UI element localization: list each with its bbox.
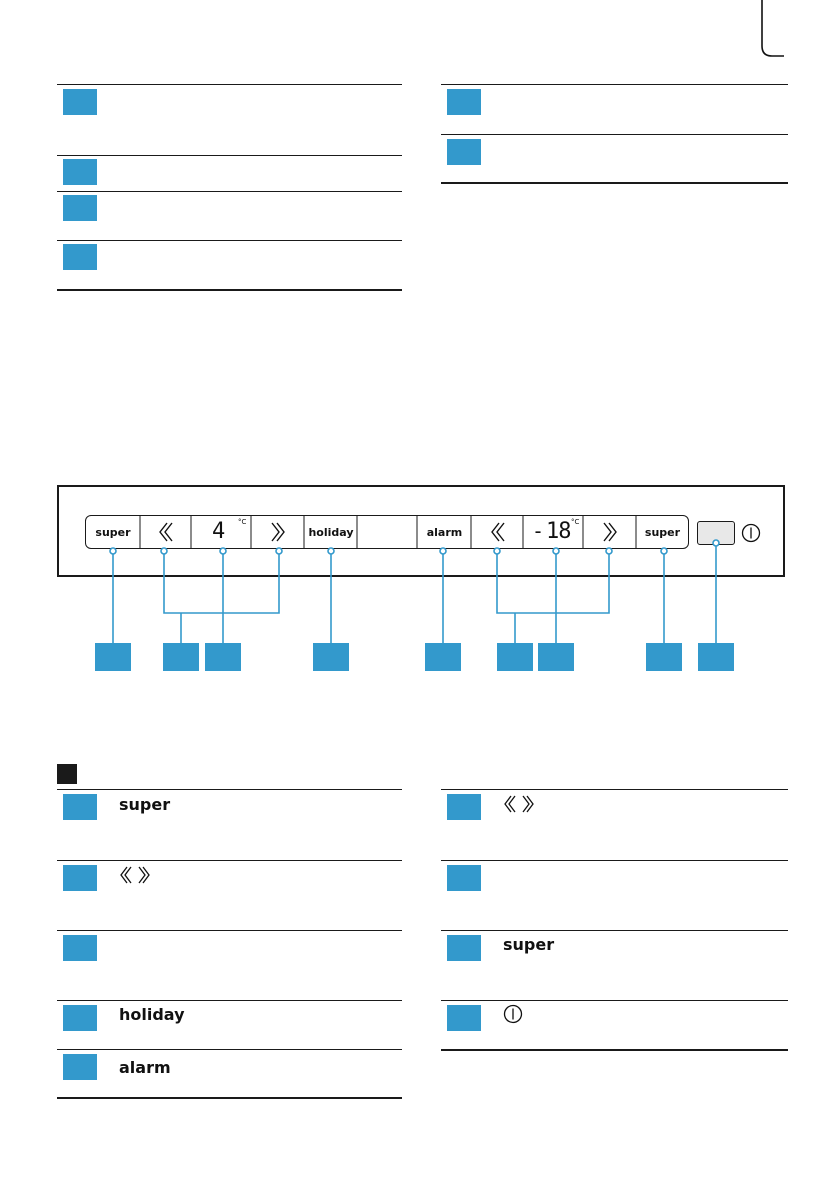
callout-box <box>646 643 682 671</box>
fridge-temp-unit: °C <box>238 518 247 526</box>
callout-square <box>63 1054 97 1080</box>
callout-square <box>447 794 481 820</box>
super-button-fridge[interactable]: super <box>95 525 131 539</box>
callout-box <box>497 643 533 671</box>
legend-label-super: super <box>119 795 171 814</box>
callout-box <box>313 643 349 671</box>
callout-square <box>63 935 97 961</box>
super-button-freezer[interactable]: super <box>644 525 681 539</box>
section-marker <box>57 764 77 784</box>
callout-box <box>163 643 199 671</box>
legend-label-super-freezer: super <box>503 935 555 954</box>
holiday-button[interactable]: holiday <box>308 525 354 539</box>
freezer-temp-minus: - <box>532 519 545 543</box>
freezer-temp-unit: °C <box>571 518 580 526</box>
alarm-button[interactable]: alarm <box>426 525 463 539</box>
power-icon <box>503 1004 523 1024</box>
callout-box <box>95 643 131 671</box>
callout-square <box>63 794 97 820</box>
callout-box <box>205 643 241 671</box>
legend-label-holiday: holiday <box>119 1005 185 1024</box>
chevron-left-right-icon <box>503 795 535 813</box>
callout-square <box>63 1005 97 1031</box>
callout-square <box>63 865 97 891</box>
legend-label-alarm: alarm <box>119 1058 171 1077</box>
callout-box <box>538 643 574 671</box>
callout-box <box>425 643 461 671</box>
chevron-left-right-icon <box>119 866 151 884</box>
callout-box <box>698 643 734 671</box>
callout-square <box>447 865 481 891</box>
freezer-temp-value: 18 <box>546 519 571 544</box>
callout-square <box>447 935 481 961</box>
fridge-temp-value: 4 <box>212 519 226 544</box>
callout-square <box>447 1005 481 1031</box>
